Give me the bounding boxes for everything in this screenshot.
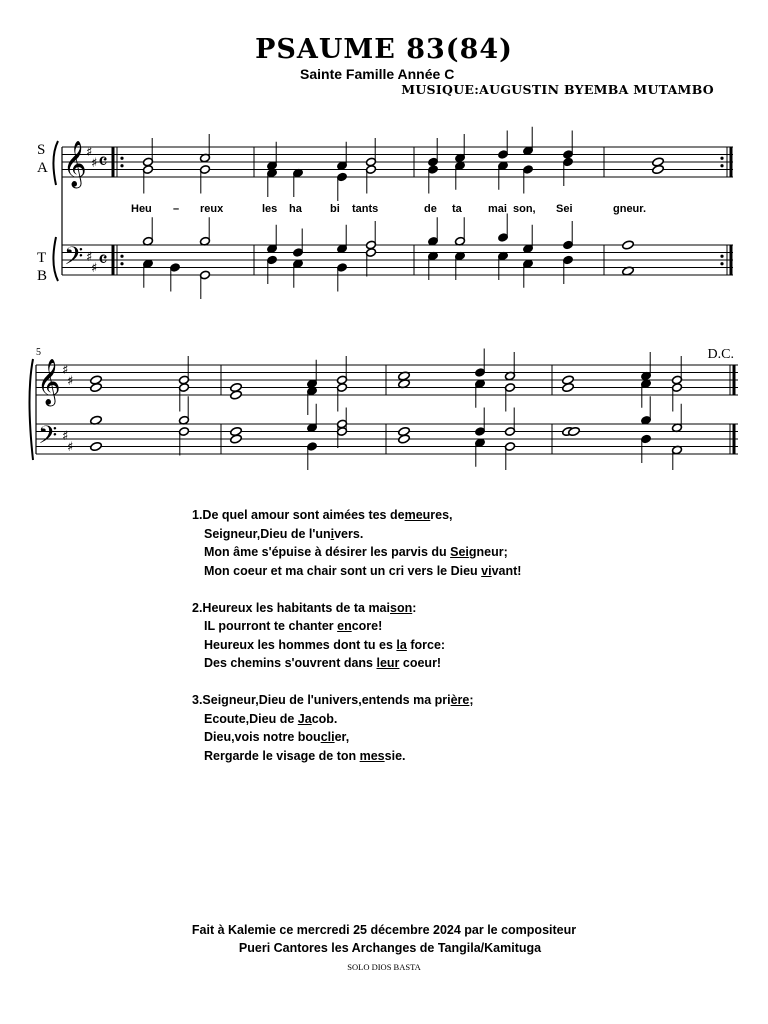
repeat-dot bbox=[120, 157, 123, 160]
footer bbox=[0, 921, 768, 957]
lyric-syllable: gneur. bbox=[613, 203, 647, 215]
lyric-syllable: bi bbox=[330, 203, 340, 215]
verse-3 bbox=[192, 691, 521, 765]
verse-line: Ecoute,Dieu de Jacob. bbox=[204, 711, 338, 726]
lyric-syllable: Heu bbox=[131, 203, 152, 215]
key-sharp: ♯ bbox=[62, 429, 69, 444]
bass-clef: 𝄢 bbox=[64, 242, 84, 277]
stressed-syllable: i bbox=[330, 526, 335, 541]
voice-label-tenor: T bbox=[37, 250, 47, 266]
footer-line-2: Pueri Cantores les Archanges de Tangila/Kamituga bbox=[238, 941, 542, 955]
notehead bbox=[230, 390, 243, 400]
repeat-dot bbox=[720, 157, 723, 160]
time-signature: 𝄴 bbox=[98, 150, 108, 175]
bass-clef: 𝄢 bbox=[38, 421, 58, 456]
verse-1 bbox=[192, 506, 521, 580]
stressed-syllable: ère bbox=[450, 693, 470, 707]
lyric-syllable: mai bbox=[488, 203, 507, 215]
stressed-syllable: Ja bbox=[297, 711, 312, 726]
notehead bbox=[652, 164, 665, 174]
da-capo-marking: D.C. bbox=[707, 347, 734, 362]
key-sharp: ♯ bbox=[67, 374, 74, 389]
system-bracket bbox=[30, 359, 34, 460]
measure-number: 5 bbox=[36, 347, 41, 358]
lyric-syllable: Sei bbox=[556, 203, 573, 215]
stressed-syllable: cli bbox=[320, 730, 335, 744]
key-sharp: ♯ bbox=[62, 363, 69, 378]
time-signature: 𝄴 bbox=[98, 248, 108, 273]
key-sharp: ♯ bbox=[91, 156, 98, 171]
subtitle: Sainte Famille Année C bbox=[300, 66, 455, 82]
repeat-dot bbox=[720, 262, 723, 265]
voice-label-alto: A bbox=[37, 160, 48, 176]
verse-line: Des chemins s'ouvrent dans leur coeur! bbox=[204, 656, 442, 670]
stressed-syllable: leur bbox=[376, 656, 400, 670]
notehead bbox=[90, 441, 103, 451]
lyric-syllable: les bbox=[262, 203, 278, 215]
music-score bbox=[0, 0, 768, 470]
page-title: PSAUME 83(84) bbox=[255, 34, 513, 65]
stressed-syllable: meu bbox=[404, 508, 431, 522]
key-sharp: ♯ bbox=[86, 145, 93, 160]
verse-line: Mon coeur et ma chair sont un cri vers le Dieu vivant! bbox=[204, 563, 522, 578]
verse-line: 2.Heureux les habitants de ta maison: bbox=[192, 600, 417, 615]
treble-clef: 𝄞 bbox=[37, 359, 61, 405]
verse-line: 3.Seigneur,Dieu de l'univers,entends ma prière; bbox=[192, 693, 474, 707]
repeat-dot bbox=[120, 164, 123, 167]
key-sharp: ♯ bbox=[86, 250, 93, 265]
key-sharp: ♯ bbox=[91, 261, 98, 276]
lyric-syllable: ta bbox=[452, 203, 462, 215]
system-bracket bbox=[53, 141, 58, 281]
treble-clef: 𝄞 bbox=[63, 141, 87, 187]
lyric-syllable: ha bbox=[289, 203, 302, 215]
verse-line: Dieu,vois notre bouclier, bbox=[204, 730, 350, 744]
repeat-dot bbox=[720, 164, 723, 167]
footer-line-1: Fait à Kalemie ce mercredi 25 décembre 2024 par le compositeur bbox=[191, 923, 577, 937]
notehead bbox=[622, 240, 635, 250]
verse-line: 1.De quel amour sont aimées tes demeures, bbox=[192, 508, 453, 522]
verse-line: Heureux les hommes dont tu es la force: bbox=[204, 637, 446, 652]
stressed-syllable: la bbox=[396, 637, 407, 652]
stressed-syllable: Sei bbox=[450, 545, 469, 559]
stressed-syllable: son bbox=[390, 600, 413, 615]
notehead bbox=[90, 382, 103, 392]
repeat-dot bbox=[120, 255, 123, 258]
key-sharp: ♯ bbox=[67, 440, 74, 455]
notehead bbox=[398, 434, 411, 444]
verse-line: Rergarde le visage de ton messie. bbox=[204, 748, 406, 763]
lyric-syllable: de bbox=[424, 203, 437, 215]
composer-credit: MUSIQUE:AUGUSTIN BYEMBA MUTAMBO bbox=[401, 82, 714, 97]
lyric-syllable: – bbox=[173, 203, 180, 215]
stressed-syllable: en bbox=[337, 619, 352, 633]
voice-label-soprano: S bbox=[37, 142, 46, 158]
stressed-syllable: vi bbox=[481, 563, 492, 578]
notehead bbox=[562, 382, 575, 392]
verse-2 bbox=[192, 599, 521, 673]
lyric-syllable: son, bbox=[513, 203, 536, 215]
lyric-syllable: reux bbox=[200, 203, 224, 215]
notehead bbox=[230, 434, 243, 444]
verse-line: Mon âme s'épuise à désirer les parvis du Seigneur; bbox=[204, 545, 508, 559]
repeat-dot bbox=[720, 255, 723, 258]
verse-line: IL pourront te chanter encore! bbox=[204, 619, 383, 633]
voice-label-bass: B bbox=[37, 268, 48, 284]
verse-line: Seigneur,Dieu de l'univers. bbox=[204, 526, 364, 541]
lyric-syllable: tants bbox=[352, 203, 379, 215]
motto: SOLO DIOS BASTA bbox=[347, 962, 421, 972]
stressed-syllable: mes bbox=[359, 748, 385, 763]
verses bbox=[192, 506, 521, 784]
repeat-dot bbox=[120, 262, 123, 265]
